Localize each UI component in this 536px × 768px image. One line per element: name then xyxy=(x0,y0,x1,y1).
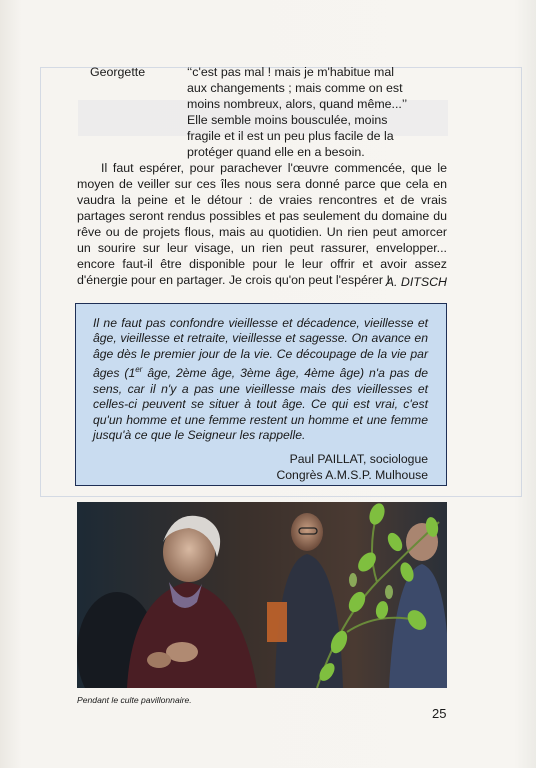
quote-block xyxy=(90,64,450,160)
quote-text xyxy=(187,64,450,160)
quote-line: Elle semble moins bousculée, moins xyxy=(187,113,388,127)
photo xyxy=(77,502,447,688)
quote-line: aux changements ; mais comme on est xyxy=(187,81,403,95)
callout-text-part1: Il ne faut pas confondre vieillesse et décadence, vieillesse et âge, vieillesse et retraite, vieillesse et sagesse. On avance en âge dès le premier jour de la vie. Ce découpage de la vie par âges (1 xyxy=(93,316,428,381)
photo-caption: Pendant le culte pavillonnaire. xyxy=(77,695,192,705)
callout-superscript: er xyxy=(135,365,143,375)
quote-line: ‘‘c'est pas mal ! mais je m'habitue mal xyxy=(187,65,394,79)
quote-line: moins nombreux, alors, quand même...’’ xyxy=(187,97,408,111)
quote-line: fragile et il est un peu plus facile de la xyxy=(187,129,394,143)
callout-author xyxy=(93,452,428,483)
article-signature: A. DITSCH xyxy=(385,275,447,289)
callout-author-name: Paul PAILLAT, sociologue xyxy=(289,452,428,467)
article-paragraph: Il faut espérer, pour parachever l'œuvre commencée, que le moyen de veiller sur ces îles nous sera donné parce que cela en vaudra la peine et le détour : de vraies rencontres et de vrais partages seront rendus possibles et pas seulement du domaine du rêve ou de projets flous, mais au quotidien. Un rien peut amorcer un sourire sur leur visage, un rien peut rassurer, envelopper... encore faut-il être disponible pour le leur offrir et avoir assez d'énergie pour en partager. Je crois qu'on peut l'espérer ! xyxy=(77,161,447,287)
speaker-name: Georgette xyxy=(90,65,146,79)
page-number: 25 xyxy=(432,706,447,721)
callout-box xyxy=(75,303,447,486)
quote-line: protéger quand elle en a besoin. xyxy=(187,145,365,159)
callout-author-event: Congrès A.M.S.P. Mulhouse xyxy=(276,467,428,482)
callout-text-part2: âge, 2ème âge, 3ème âge, 4ème âge) n'a pas de sens, car il n'y a pas une vieillesse mais des vieillesses et celles-ci peuvent se situer à tout âge. Ce qui est vrai, c'est qu'un homme et une femme restent un homme et une femme jusqu'à ce que le Seigneur les rappelle. xyxy=(93,366,429,442)
callout-text xyxy=(93,316,428,443)
photo-scene xyxy=(77,502,447,688)
